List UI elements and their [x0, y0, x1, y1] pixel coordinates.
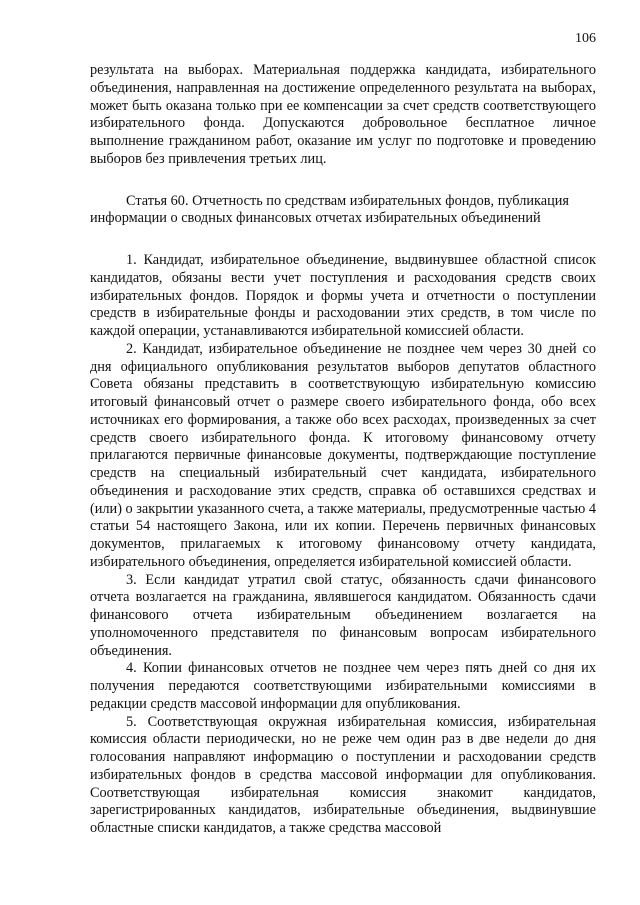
clause-1: 1. Кандидат, избирательное объединение, выдвинувшее областной список кандидатов, обязаны вести учет поступления и расходования средств своих избирательных фондов. Порядок и формы учета и отчетности о поступлении средств в избирательные фонды и расходовании этих средств, в том числе по каждой операции, устанавливаются избирательной комиссией области.: [90, 252, 596, 339]
spacing: [90, 169, 596, 193]
page-number: 106: [575, 31, 596, 46]
clause-2: 2. Кандидат, избирательное объединение не позднее чем через 30 дней со дня официального опубликования результатов выборов депутатов областного Совета обязаны представить в соответствующую избирательную комиссию итоговый финансовый отчет о размере своего избирательного фонда, обо всех источниках его формирования, а также обо всех расходах, произведенных за счет средств своего избирательного фонда. К итоговому финансовому отчету прилагаются первичные финансовые документы, подтверждающие поступление средств на специальный избирательный счет кандидата, избирательного объединения и расходование этих средств, справка об оставшихся средствах и (или) о закрытии указанного счета, а также материалы, предусмотренные частью 4 статьи 54 настоящего Закона, или их копии. Перечень первичных финансовых документов, прилагаемых к итоговому финансовому отчету кандидата, избирательного объединения, определяется избирательной комиссией области.: [90, 340, 596, 570]
document-content: [90, 62, 596, 838]
intro-paragraph: результата на выборах. Материальная поддержка кандидата, избирательного объединения, направленная на достижение определенного результата на выборах, может быть оказана только при ее компенсации за счет средств соответствующего избирательного фонда. Допускаются добровольное бесплатное личное выполнение гражданином работ, оказание им услуг по подготовке и проведению выборов без привлечения третьих лиц.: [90, 62, 596, 167]
clause-3: 3. Если кандидат утратил свой статус, обязанность сдачи финансового отчета возлагается на гражданина, являвшегося кандидатом. Обязанность сдачи финансового отчета избирательным объединением возлагается на уполномоченного представителя по финансовым вопросам избирательного объединения.: [90, 571, 596, 659]
clause-4: 4. Копии финансовых отчетов не позднее чем через пять дней со дня их получения передаются соответствующими избирательными комиссиями в редакции средств массовой информации для опубликования.: [90, 660, 596, 712]
article-title: Статья 60. Отчетность по средствам избирательных фондов, публикация информации о сводных финансовых отчетах избирательных объединений: [90, 192, 569, 227]
spacing: [90, 228, 596, 252]
document-page: [90, 30, 596, 890]
clause-5: 5. Соответствующая окружная избирательная комиссия, избирательная комиссия области периодически, но не реже чем один раз в две недели до дня голосования направляют информацию о поступлении и расходовании средств избирательных фондов в средства массовой информации для опубликования. Соответствующая избирательная комиссия знакомит кандидатов, зарегистрированных кандидатов, избирательные объединения, выдвинувшие областные списки кандидатов, а также средства массовой: [90, 713, 596, 836]
